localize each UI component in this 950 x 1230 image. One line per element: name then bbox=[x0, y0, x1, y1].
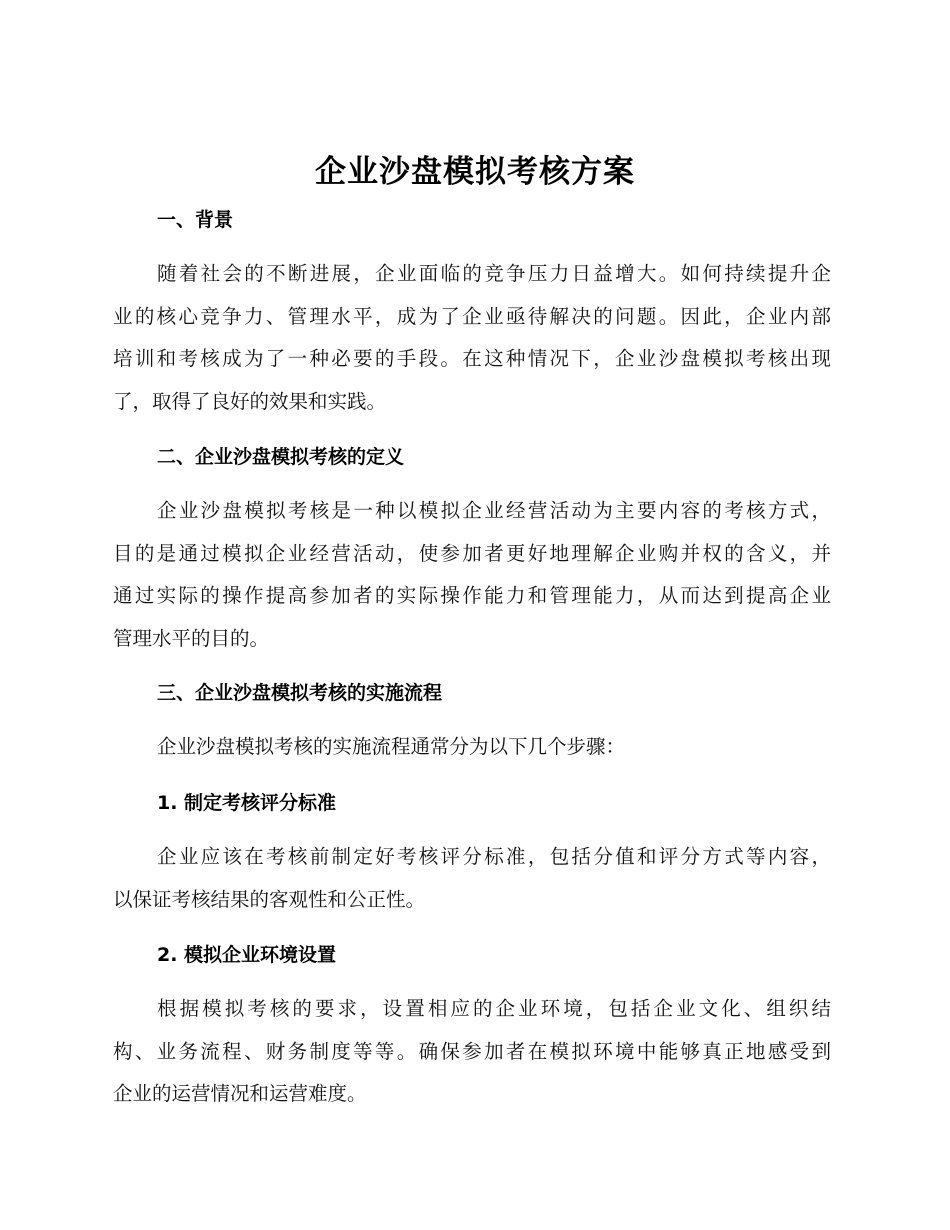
paragraph-line: 企业沙盘模拟考核是一种以模拟企业经营活动为主要内容的考核方式， bbox=[157, 499, 831, 522]
paragraph-line: 培训和考核成为了一种必要的手段。在这种情况下，企业沙盘模拟考核出现 bbox=[113, 347, 831, 370]
paragraph-line: 企业沙盘模拟考核的实施流程通常分为以下几个步骤： bbox=[157, 735, 626, 758]
paragraph-line: 随着社会的不断进展，企业面临的竞争压力日益增大。如何持续提升企 bbox=[157, 262, 831, 285]
paragraph-line: 了，取得了良好的效果和实践。 bbox=[113, 389, 387, 413]
paragraph-line: 构、业务流程、财务制度等等。确保参加者在模拟环境中能够真正地感受到 bbox=[113, 1039, 831, 1063]
process-intro-paragraph bbox=[113, 726, 831, 769]
paragraph-line: 业的核心竞争力、管理水平，成为了企业亟待解决的问题。因此，企业内部 bbox=[113, 304, 831, 328]
step-heading-scoring-standard: 1. 制定考核评分标准 bbox=[157, 792, 337, 814]
paragraph-line: 根据模拟考核的要求，设置相应的企业环境，包括企业文化、组织结 bbox=[157, 997, 831, 1020]
document-title: 企业沙盘模拟考核方案 bbox=[315, 154, 635, 190]
step-heading-environment-setup: 2. 模拟企业环境设置 bbox=[157, 944, 337, 966]
paragraph-line: 以保证考核结果的客观性和公正性。 bbox=[113, 887, 426, 911]
step1-paragraph bbox=[113, 836, 831, 921]
paragraph-line: 管理水平的目的。 bbox=[113, 626, 270, 650]
definition-paragraph bbox=[113, 490, 831, 660]
paragraph-line: 通过实际的操作提高参加者的实际操作能力和管理能力，从而达到提高企业 bbox=[113, 584, 831, 607]
section-heading-process: 三、企业沙盘模拟考核的实施流程 bbox=[157, 682, 443, 704]
section-heading-background: 一、背景 bbox=[157, 209, 234, 231]
paragraph-line: 目的是通过模拟企业经营活动，使参加者更好地理解企业购并权的含义，并 bbox=[113, 541, 831, 565]
section-heading-definition: 二、企业沙盘模拟考核的定义 bbox=[157, 446, 405, 468]
step2-paragraph bbox=[113, 988, 831, 1116]
paragraph-line: 企业的运营情况和运营难度。 bbox=[113, 1082, 367, 1105]
background-paragraph bbox=[113, 253, 831, 423]
paragraph-line: 企业应该在考核前制定好考核评分标准，包括分值和评分方式等内容， bbox=[157, 845, 831, 868]
